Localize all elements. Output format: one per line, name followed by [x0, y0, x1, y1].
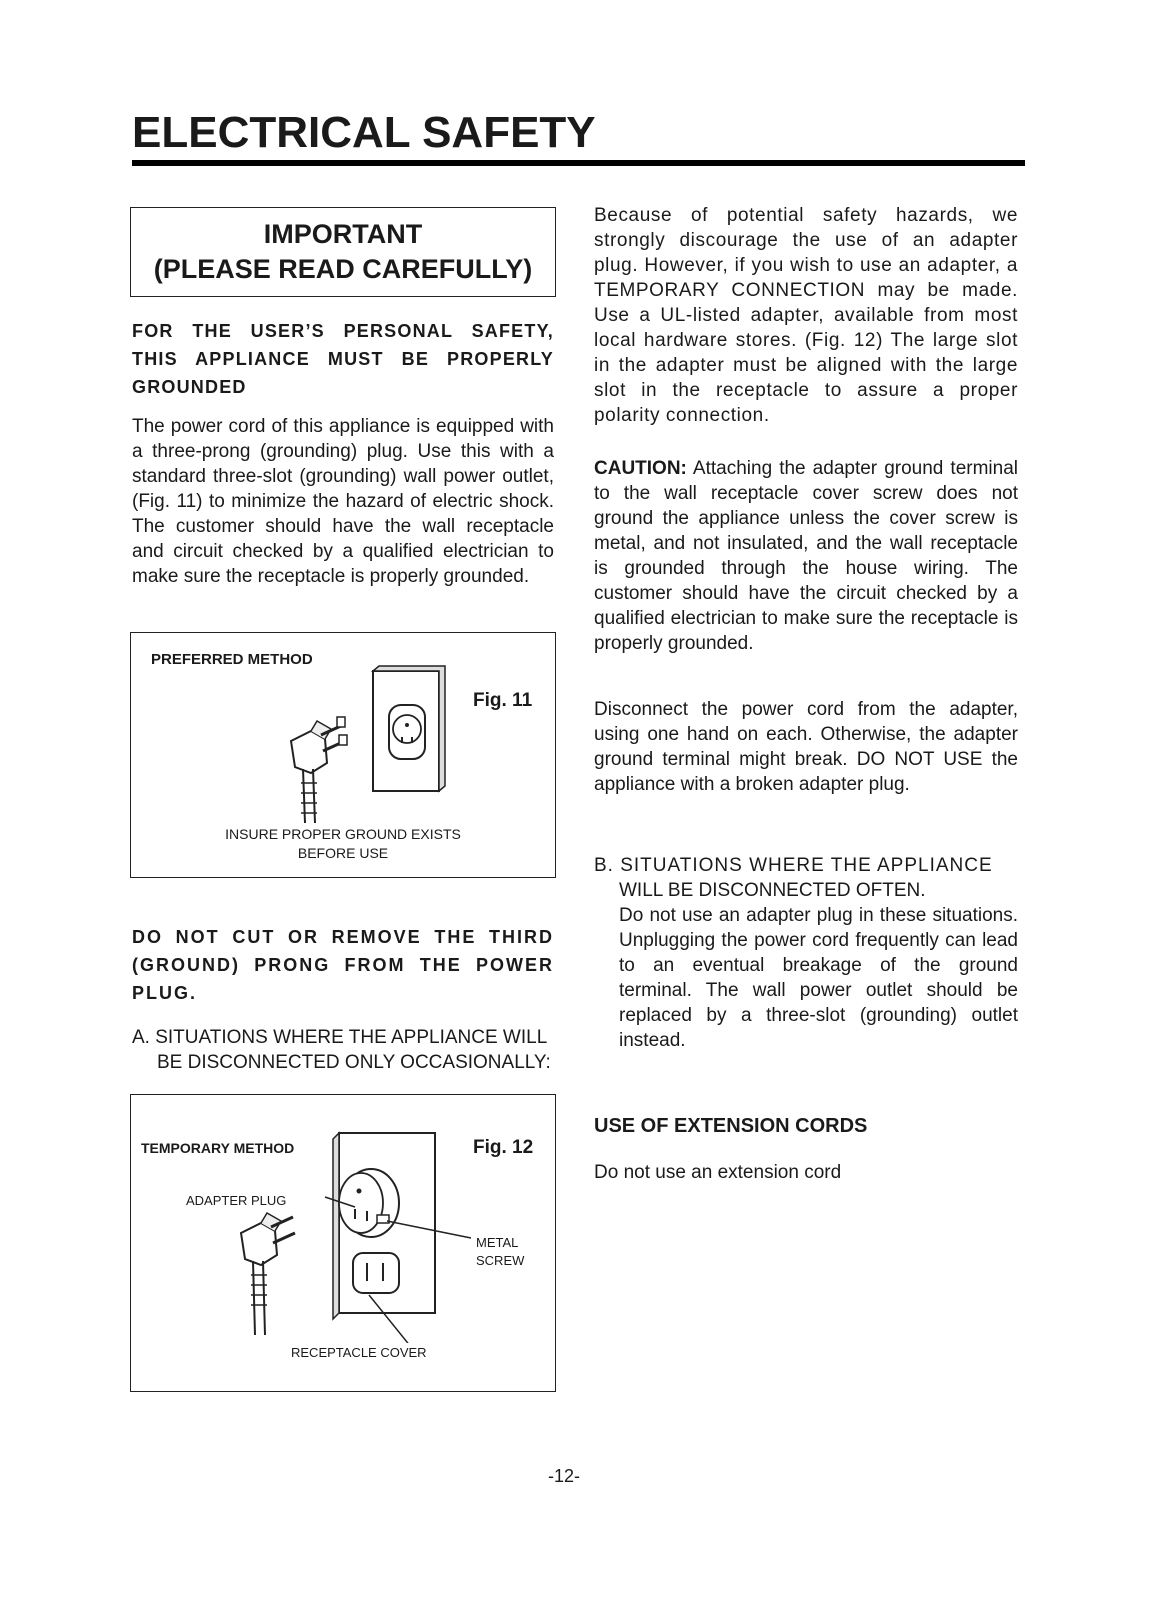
important-box	[130, 207, 556, 297]
temporary-method-label: TEMPORARY METHOD	[141, 1140, 295, 1156]
fig-12-label: Fig. 12	[473, 1137, 534, 1158]
please-read-label: (PLEASE READ CAREFULLY)	[153, 254, 533, 284]
receptacle-cover-label: RECEPTACLE COVER	[291, 1345, 427, 1360]
fig-11-label: Fig. 11	[473, 690, 533, 711]
fig-11-caption	[131, 825, 555, 863]
grounding-heading: FOR THE USER’S PERSONAL SAFETY, THIS APPLIANCE MUST BE PROPERLY GROUNDED	[132, 321, 554, 397]
third-prong-heading: DO NOT CUT OR REMOVE THE THIRD (GROUND) PRONG FROM THE POWER PLUG.	[132, 927, 554, 1003]
fig-11-caption-line1: INSURE PROPER GROUND EXISTS	[225, 826, 461, 842]
page-number: -12-	[548, 1466, 581, 1486]
caution-paragraph	[594, 456, 1018, 656]
preferred-method-label: PREFERRED METHOD	[151, 651, 313, 668]
extension-cords-text: Do not use an extension cord	[594, 1162, 842, 1183]
situation-a-line1: A. SITUATIONS WHERE THE APPLIANCE WILL	[132, 1027, 548, 1048]
important-label: IMPORTANT	[263, 219, 423, 249]
page-title: ELECTRICAL SAFETY	[132, 108, 596, 157]
situation-a	[132, 1025, 562, 1075]
situation-a-line2: BE DISCONNECTED ONLY OCCASIONALLY:	[157, 1052, 551, 1073]
situation-b-text: Do not use an adapter plug in these situations. Unplugging the power cord frequently can lead to an eventual breakage of the ground terminal. The wall power outlet should be replaced by a three-slot (grounding) outlet instead.	[619, 905, 1018, 1051]
extension-cords-heading: USE OF EXTENSION CORDS	[594, 1115, 868, 1137]
adapter-paragraph: Because of potential safety hazards, we strongly discourage the use of an adapter plug. However, if you wish to use an adapter, a TEMPORARY CONNECTION may be made. Use a UL-listed adapter, available from most local hardware stores. (Fig. 12) The large slot in the adapter must be aligned with the large slot in the receptacle to assure a proper polarity connection.	[594, 205, 1018, 426]
adapter-illustration	[221, 1123, 481, 1343]
caution-text: Attaching the adapter ground terminal to the wall receptacle cover screw does not ground the appliance unless the cover screw is metal, and not insulated, and the wall receptacle is grounded through the house wiring. The customer should have the circuit checked by a qualified electrician to make sure the receptacle is properly grounded.	[594, 458, 1018, 654]
caution-label: CAUTION:	[594, 458, 687, 479]
title-rule	[132, 160, 1025, 166]
grounding-paragraph: The power cord of this appliance is equipped with a three-prong (grounding) plug. Use this with a standard three-slot (grounding) wall power outlet, (Fig. 11) to minimize the hazard of electric shock. The customer should have the wall receptacle and circuit checked by a qualified electrician to make sure the receptacle is properly grounded.	[132, 416, 554, 587]
situation-b-line1: B. SITUATIONS WHERE THE APPLIANCE	[594, 855, 993, 876]
situation-b	[594, 853, 1018, 1053]
plug-and-outlet-illustration	[261, 663, 451, 828]
figure-12	[130, 1094, 556, 1392]
metal-label: METAL	[476, 1235, 519, 1250]
disconnect-paragraph: Disconnect the power cord from the adapter, using one hand on each. Otherwise, the adapter ground terminal might break. DO NOT USE the appliance with a broken adapter plug.	[594, 699, 1018, 795]
screw-label: SCREW	[476, 1253, 525, 1268]
figure-11	[130, 632, 556, 878]
situation-b-line2: WILL BE DISCONNECTED OFTEN.	[619, 880, 926, 901]
fig-11-caption-line2: BEFORE USE	[297, 845, 389, 861]
adapter-plug-label: ADAPTER PLUG	[186, 1193, 287, 1208]
